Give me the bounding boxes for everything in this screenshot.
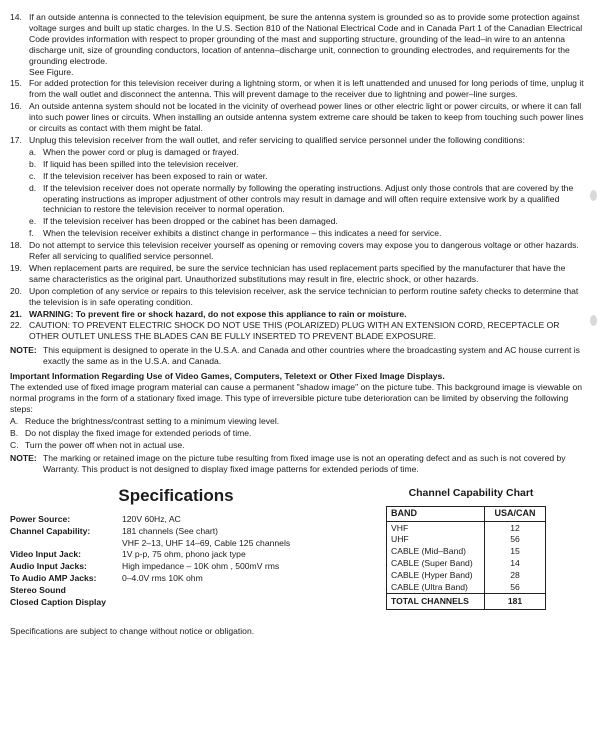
item-text: Do not attempt to service this television receiver yourself as opening or removing covers may expose you to dangerous voltage or other hazards. Refer all servicing to qualified service personnel. xyxy=(29,240,579,262)
col-header-band: BAND xyxy=(387,506,485,521)
item-text: CAUTION: TO PREVENT ELECTRIC SHOCK DO NOT USE THIS (POLARIZED) PLUG WITH AN EXTENSION CORD, RECEPTACLE OR OTHER OUTLET UNLESS THE BLADES CAN BE FULLY INSERTED TO PREVENT BLADE EXPOSURE. xyxy=(29,320,560,342)
item-number: 21. xyxy=(10,308,22,319)
channel-capability-chart xyxy=(386,485,556,610)
note-retained-image xyxy=(10,453,584,475)
sub-item-letter: a. xyxy=(29,146,37,157)
disclaimer-text: Specifications are subject to change without notice or obligation. xyxy=(10,626,255,637)
sub-item-letter: d. xyxy=(29,182,37,193)
step-letter: A. xyxy=(10,415,19,426)
spec-value xyxy=(122,585,382,597)
sub-item-e xyxy=(29,216,584,227)
sub-item-text: When the television receiver exhibits a distinct change in performance – this indicates a need for service. xyxy=(43,228,442,239)
spec-row-power-source xyxy=(10,514,382,526)
sub-item-f xyxy=(29,228,584,239)
specifications-title: Specifications xyxy=(118,486,234,506)
list-item-17 xyxy=(10,135,584,146)
table-row-cable-ultra xyxy=(387,582,546,594)
spec-value xyxy=(122,597,382,609)
table-row-uhf xyxy=(387,534,546,546)
fixed-image-intro: The extended use of fixed image program material can cause a permanent "shadow image" on the picture tube. This background image is viewable on normal programs in the form of a stationary fixed image. This type of irreversible picture tube deterioration can be limited by observing the following steps: xyxy=(10,382,583,414)
sub-item-text: If the television receiver does not operate normally by following the operating instructions. Adjust only those controls that are covered by the operating instructions as improper adjustment of other controls may result in damage and will often require extensive work by a qualified technician to restore the television receiver to normal operation. xyxy=(43,182,574,215)
sub-item-text: If the television receiver has been exposed to rain or water. xyxy=(43,170,268,181)
specifications-list xyxy=(10,485,382,610)
spec-value: 1V p-p, 75 ohm, phono jack type xyxy=(122,549,246,560)
item-text-see-figure: See Figure. xyxy=(29,66,74,77)
item-text: If an outside antenna is connected to the television equipment, be sure the antenna system is grounded so as to provide some protection against voltage surges and built up static charges. In the U.S. Section 810 of the National Electrical Code and in Canada Part 1 of the Canadian Electrical Code provides information with respect to proper grounding of the mast and supporting structure, grounding of the lead–in wire to an antenna discharge unit, size of grounding conductors, location of antenna–discharge unit, connection to grounding electrodes, and requirements for the grounding electrode. xyxy=(29,12,583,66)
spec-value: 120V 60Hz, AC xyxy=(122,513,181,524)
item-number: 22. xyxy=(10,320,22,331)
list-item-22-caution xyxy=(10,320,584,342)
value-cell: 14 xyxy=(485,558,546,570)
item-text: An outside antenna system should not be located in the vicinity of overhead power lines or other electric light or power circuits, or where it can fall into such power lines or circuits. When installing an outside antenna system extreme care should be taken to keep from touching such power lines or circuits as contact with them might be fatal. xyxy=(29,101,584,134)
table-row-vhf xyxy=(387,522,546,534)
sub-item-letter: e. xyxy=(29,216,37,227)
total-value-cell: 181 xyxy=(485,594,546,610)
spec-value: 0–4.0V rms 10K ohm xyxy=(122,573,203,584)
step-letter: B. xyxy=(10,427,19,438)
list-item-14 xyxy=(10,12,584,77)
sub-item-letter: c. xyxy=(29,170,36,181)
scan-artifact xyxy=(590,190,597,201)
spec-label: Stereo Sound xyxy=(10,584,66,595)
item-number: 18. xyxy=(10,240,22,251)
item-number: 17. xyxy=(10,134,22,145)
band-cell: UHF xyxy=(387,534,485,546)
list-item-21-warning xyxy=(10,309,584,320)
item-number: 19. xyxy=(10,262,22,273)
scan-artifact xyxy=(590,315,597,326)
band-cell: CABLE (Mid–Band) xyxy=(387,546,485,558)
step-text: Do not display the fixed image for extended periods of time. xyxy=(25,427,252,438)
sub-item-a xyxy=(29,147,584,158)
list-item-20 xyxy=(10,286,584,308)
value-cell: 15 xyxy=(485,546,546,558)
item-number: 14. xyxy=(10,12,22,22)
fixed-image-step-c xyxy=(10,440,584,451)
step-letter: C. xyxy=(10,439,19,450)
spec-label xyxy=(10,538,122,550)
spec-row-audio-amp-jacks xyxy=(10,573,382,585)
total-label-cell: TOTAL CHANNELS xyxy=(387,594,485,610)
note-label: NOTE: xyxy=(10,345,37,356)
spec-value: High impedance – 10K ohm , 500mV rms xyxy=(122,561,280,572)
sub-item-text: When the power cord or plug is damaged or frayed. xyxy=(43,146,239,157)
fixed-image-heading: Important Information Regarding Use of Video Games, Computers, Teletext or Other Fixed Image Displays. xyxy=(10,371,445,382)
item-number: 16. xyxy=(10,101,22,112)
spec-value: VHF 2–13, UHF 14–69, Cable 125 channels xyxy=(122,537,291,548)
step-text: Reduce the brightness/contrast setting to a minimum viewing level. xyxy=(25,415,280,426)
item-number: 15. xyxy=(10,78,22,89)
spec-label: Closed Caption Display xyxy=(10,596,106,607)
fixed-image-step-a xyxy=(10,416,584,427)
table-row-cable-hyper xyxy=(387,570,546,582)
spec-value: 181 channels (See chart) xyxy=(122,525,219,536)
spec-label: Power Source: xyxy=(10,513,71,524)
fixed-image-step-b xyxy=(10,428,584,439)
list-item-18 xyxy=(10,240,584,262)
item-text: WARNING: To prevent fire or shock hazard, do not expose this appliance to rain or moisture. xyxy=(29,308,407,319)
col-header-usa-can: USA/CAN xyxy=(485,506,546,521)
table-total-row xyxy=(387,594,546,610)
value-cell: 56 xyxy=(485,582,546,594)
value-cell: 56 xyxy=(485,534,546,546)
sub-item-text: If the television receiver has been dropped or the cabinet has been damaged. xyxy=(43,216,338,227)
sub-item-c xyxy=(29,171,584,182)
item-text: Unplug this television receiver from the wall outlet, and refer servicing to qualified service personnel under the following conditions: xyxy=(29,134,525,145)
value-cell: 28 xyxy=(485,570,546,582)
list-item-15 xyxy=(10,78,584,100)
band-cell: CABLE (Hyper Band) xyxy=(387,570,485,582)
note-text: This equipment is designed to operate in the U.S.A. and Canada and other countries where the broadcasting system and AC house current is exactly the same as in the U.S.A. and Canada. xyxy=(43,345,580,367)
spec-row-channel-capability-cont xyxy=(10,538,382,550)
item-text: For added protection for this television receiver during a lightning storm, or when it is left unattended and unused for long periods of time, unplug it from the wall outlet and disconnect the antenna. This will prevent damage to the receiver due to lightning and power–line surges. xyxy=(29,78,584,100)
channel-capability-table xyxy=(386,506,546,611)
item-text: Upon completion of any service or repairs to this television receiver, ask the service technician to perform routine safety checks to determine that the television is in safe operating condition. xyxy=(29,285,579,307)
sub-item-letter: f. xyxy=(29,228,34,239)
step-text: Turn the power off when not in actual use. xyxy=(25,439,185,450)
spec-row-audio-input-jacks xyxy=(10,561,382,573)
chart-title: Channel Capability Chart xyxy=(408,487,534,500)
spec-row-channel-capability xyxy=(10,526,382,538)
spec-label: Audio Input Jacks: xyxy=(10,561,87,572)
item-text: When replacement parts are required, be sure the service technician has used replacement parts specified by the manufacturer that have the same characteristics as the original part. Unauthorized substitutions may result in fire, electric shock, or other hazards. xyxy=(29,262,566,284)
sub-item-text: If liquid has been spilled into the television receiver. xyxy=(43,158,239,169)
table-row-cable-super xyxy=(387,558,546,570)
band-cell: CABLE (Ultra Band) xyxy=(387,582,485,594)
value-cell: 12 xyxy=(485,522,546,534)
sub-item-letter: b. xyxy=(29,158,37,169)
table-header-row xyxy=(387,506,546,521)
spec-row-closed-caption xyxy=(10,597,382,609)
note-broadcast-systems xyxy=(10,345,584,367)
sub-item-d xyxy=(29,183,584,216)
band-cell: VHF xyxy=(387,522,485,534)
spec-row-stereo-sound xyxy=(10,585,382,597)
note-text: The marking or retained image on the picture tube resulting from fixed image use is not an operating defect and as such is not covered by Warranty. This product is not designed to display fixed image patterns for extended periods of time. xyxy=(43,453,566,475)
note-label: NOTE: xyxy=(10,453,37,464)
sub-item-b xyxy=(29,159,584,170)
list-item-19 xyxy=(10,263,584,285)
spec-label: Video Input Jack: xyxy=(10,549,81,560)
spec-label: To Audio AMP Jacks: xyxy=(10,573,97,584)
list-item-16 xyxy=(10,101,584,134)
band-cell: CABLE (Super Band) xyxy=(387,558,485,570)
specifications-section xyxy=(10,485,584,610)
spec-label: Channel Capability: xyxy=(10,525,91,536)
item-number: 20. xyxy=(10,285,22,296)
spec-row-video-input-jack xyxy=(10,549,382,561)
table-row-cable-mid xyxy=(387,546,546,558)
